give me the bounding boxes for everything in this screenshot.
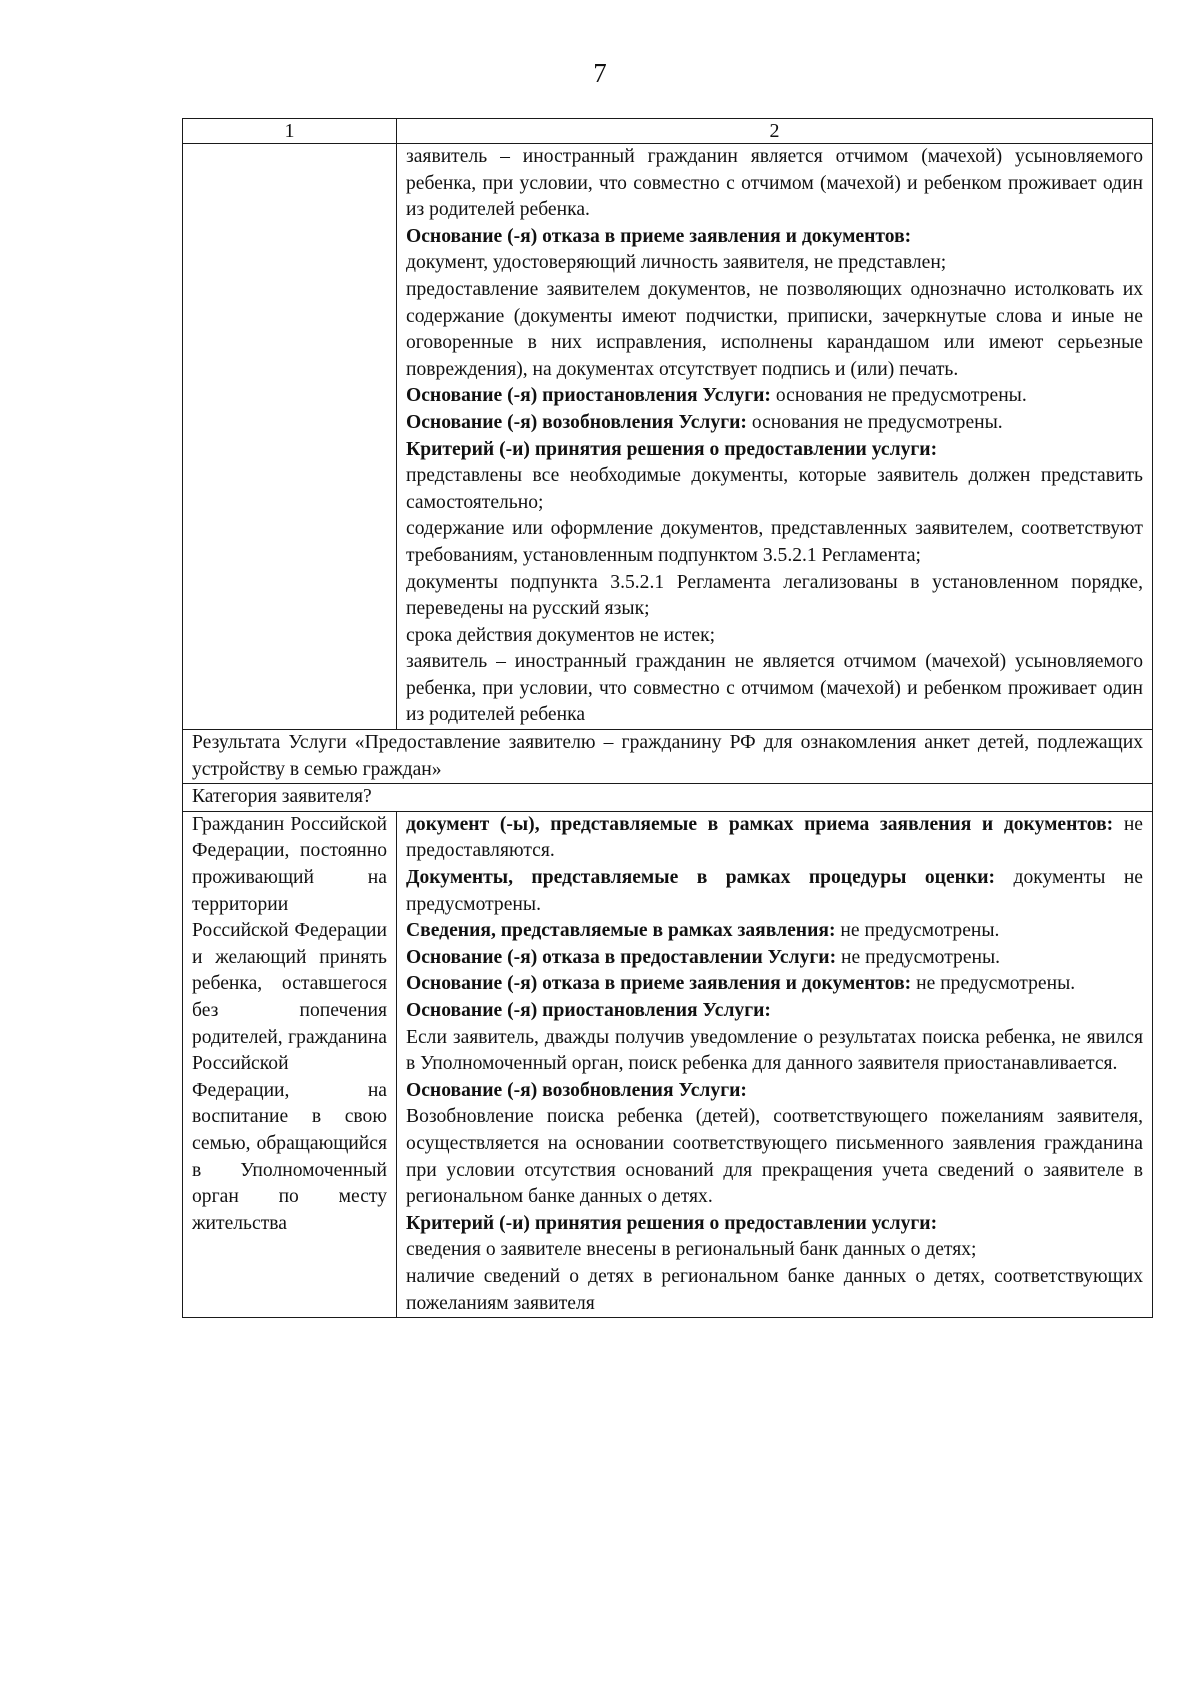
docs-heading: документ (-ы), представляемые в рамках приема заявления и документов:	[406, 813, 1114, 835]
refusal-service-heading: Основание (-я) отказа в предоставлении Услуги:	[406, 946, 837, 968]
service-table	[182, 118, 1153, 1318]
refusal-heading: Основание (-я) отказа в приеме заявления и документов:	[406, 225, 912, 247]
criteria-item: наличие сведений о детях в региональном банке данных о детях, соответствующих пожеланиям заявителя	[406, 1265, 1143, 1314]
info-heading: Сведения, представляемые в рамках заявления:	[406, 920, 836, 942]
result-row	[183, 730, 1153, 784]
info-paragraph	[406, 918, 1143, 945]
table-row	[183, 144, 1153, 730]
resumption-text: основания не предусмотрены.	[751, 411, 1003, 433]
refusal-item: документ, удостоверяющий личность заявителя, не представлен;	[406, 252, 947, 274]
refusal-service-paragraph	[406, 945, 1143, 972]
criteria-item: документы подпункта 3.5.2.1 Регламента легализованы в установленном порядке, переведены на русский язык;	[406, 571, 1143, 620]
eval-text: документы не предусмотрены.	[406, 867, 1143, 915]
refusal-app-text: не предусмотрены.	[916, 973, 1076, 995]
criteria-heading: Критерий (-и) принятия решения о предоставлении услуги:	[406, 438, 938, 460]
suspension-paragraph	[406, 383, 1143, 410]
category-row	[183, 784, 1153, 812]
resumption-text: Возобновление поиска ребенка (детей), соответствующего пожеланиям заявителя, осуществляется на основании соответствующего письменного заявления гражданина при условии отсутствия оснований для прекращения учета сведений о заявителе в региональном банке данных о детях.	[406, 1106, 1143, 1208]
criteria-item: представлены все необходимые документы, которые заявитель должен представить самостоятельно;	[406, 465, 1143, 513]
applicant-category: Гражданин Российской Федерации, постоянно проживающий на территории Российской Федерации и желающий принять ребенка, оставшегося без попечения родителей, гражданина Российской Федерации, на воспитание в свою семью, обращающийся в Уполномоченный орган по месту жительства	[183, 811, 397, 1317]
header-col-2: 2	[397, 119, 1153, 144]
applicant-category-label: Категория заявителя?	[183, 784, 1153, 812]
docs-paragraph	[406, 812, 1143, 865]
applicant-condition: заявитель – иностранный гражданин является отчимом (мачехой) усыновляемого ребенка, при условии, что совместно с отчимом (мачехой) и ребенком проживает один из родителей ребенка.	[406, 146, 1143, 221]
resumption-heading: Основание (-я) возобновления Услуги:	[406, 1079, 747, 1101]
table-header-row	[183, 119, 1153, 144]
suspension-text: основания не предусмотрены.	[775, 385, 1027, 407]
docs-text: не предоставляются.	[406, 813, 1143, 862]
refusal-app-paragraph	[406, 971, 1143, 998]
criteria-item: срока действия документов не истек;	[406, 624, 716, 646]
criteria-item: заявитель – иностранный гражданин не является отчимом (мачехой) усыновляемого ребенка, при условии, что совместно с отчимом (мачехой) и ребенком проживает один из родителей ребенка	[406, 651, 1143, 726]
criteria-item: содержание или оформление документов, представленных заявителем, соответствуют требованиям, установленным подпунктом 3.5.2.1 Регламента;	[406, 518, 1143, 566]
page-number: 7	[593, 58, 607, 88]
service-result-title: Результата Услуги «Предоставление заявителю – гражданину РФ для ознакомления анкет детей, подлежащих устройству в семью граждан»	[183, 730, 1153, 784]
refusal-item: предоставление заявителем документов, не позволяющих однозначно истолковать их содержание (документы имеют подчистки, приписки, зачеркнутые слова и иные не оговоренные в них исправления, исполнены карандашом или имеют серьезные повреждения), на документах отсутствует подпись и (или) печать.	[406, 278, 1143, 380]
refusal-app-heading: Основание (-я) отказа в приеме заявления и документов:	[406, 973, 912, 995]
conditions-cell	[397, 144, 1153, 730]
suspension-heading: Основание (-я) приостановления Услуги:	[406, 385, 771, 407]
criteria-heading: Критерий (-и) принятия решения о предоставлении услуги:	[406, 1212, 938, 1234]
empty-cell	[183, 144, 397, 730]
criteria-item: сведения о заявителе внесены в региональный банк данных о детях;	[406, 1239, 977, 1261]
header-col-1: 1	[183, 119, 397, 144]
resumption-paragraph	[406, 410, 1143, 437]
resumption-heading: Основание (-я) возобновления Услуги:	[406, 411, 747, 433]
conditions-cell	[397, 811, 1153, 1317]
info-text: не предусмотрены.	[840, 920, 1000, 942]
table-row	[183, 811, 1153, 1317]
eval-heading: Документы, представляемые в рамках процедуры оценки:	[406, 867, 996, 889]
suspension-text: Если заявитель, дважды получив уведомление о результатах поиска ребенка, не явился в Уполномоченный орган, поиск ребенка для данного заявителя приостанавливается.	[406, 1026, 1143, 1075]
suspension-heading: Основание (-я) приостановления Услуги:	[406, 1000, 771, 1021]
refusal-service-text: не предусмотрены.	[841, 946, 1001, 968]
eval-paragraph	[406, 865, 1143, 918]
